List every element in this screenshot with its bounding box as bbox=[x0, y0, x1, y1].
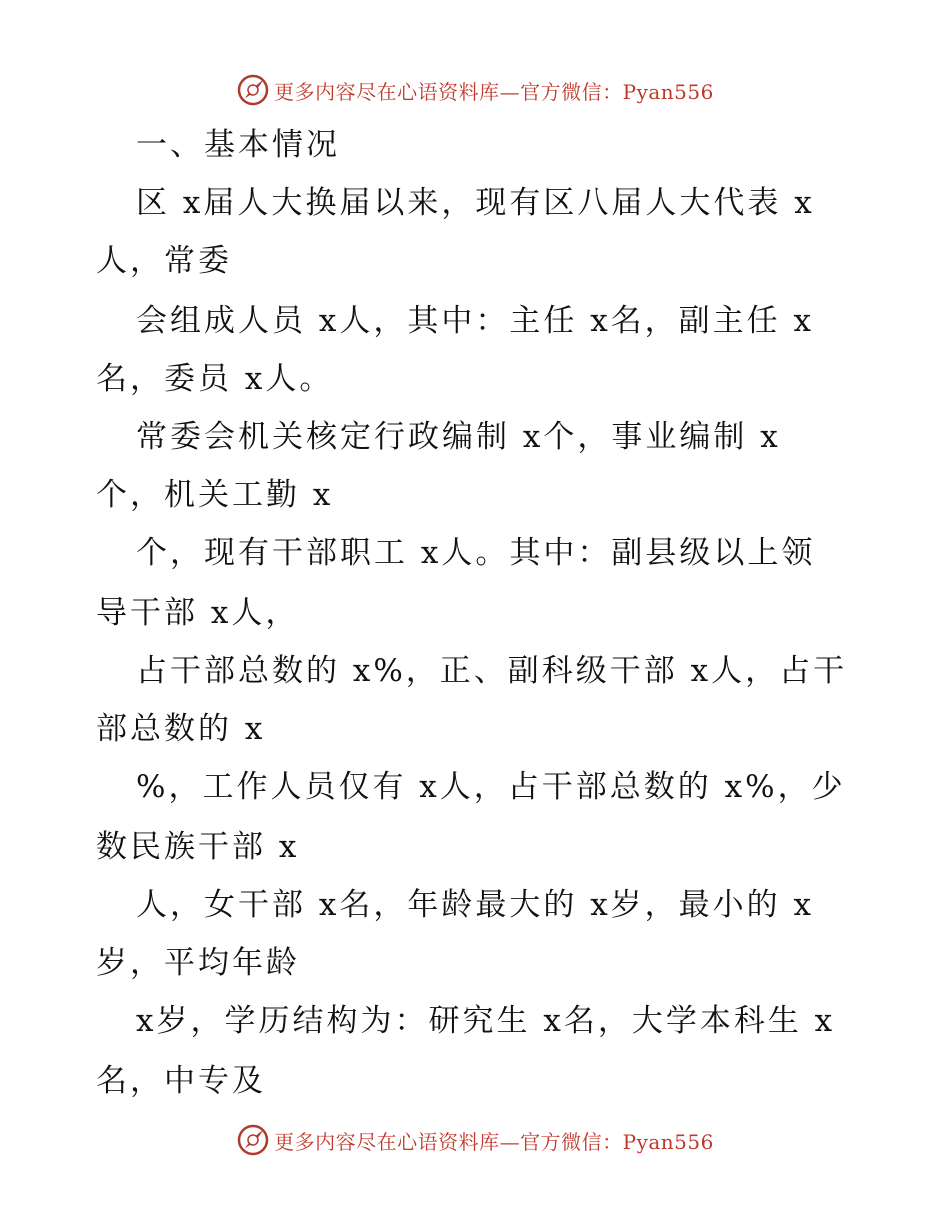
header-banner bbox=[0, 70, 950, 110]
paragraph-line: 区 x届人大换届以来，现有区八届人大代表 x bbox=[136, 185, 815, 221]
quill-logo-icon bbox=[236, 1123, 270, 1157]
paragraph-line: 会组成人员 x人，其中：主任 x名，副主任 x bbox=[136, 303, 815, 339]
paragraph-line: 占干部总数的 x%，正、副科级干部 x人，占干 bbox=[136, 653, 848, 689]
banner-text[interactable]: 更多内容尽在心语资料库—官方微信：Pyan556 bbox=[274, 1129, 714, 1154]
banner-text[interactable]: 更多内容尽在心语资料库—官方微信：Pyan556 bbox=[274, 79, 714, 104]
paragraph-line: %，工作人员仅有 x人，占干部总数的 x%，少 bbox=[136, 769, 846, 805]
paragraph-line: 人，常委 bbox=[96, 243, 232, 279]
paragraph-line: 常委会机关核定行政编制 x个，事业编制 x bbox=[136, 419, 781, 455]
paragraph-line: 名，中专及 bbox=[96, 1063, 266, 1099]
paragraph-line: 导干部 x人， bbox=[96, 595, 300, 631]
paragraph-line: 部总数的 x bbox=[96, 711, 266, 747]
paragraph-line: 岁，平均年龄 bbox=[96, 945, 300, 981]
paragraph-line: 数民族干部 x bbox=[96, 829, 300, 865]
paragraph-line: x岁，学历结构为：研究生 x名，大学本科生 x bbox=[136, 1003, 836, 1039]
quill-logo-icon bbox=[236, 73, 270, 107]
paragraph-line: 个，机关工勤 x bbox=[96, 477, 334, 513]
paragraph-line: 人，女干部 x名，年龄最大的 x岁，最小的 x bbox=[136, 887, 815, 923]
footer-banner bbox=[0, 1120, 950, 1160]
paragraph-line: 个，现有干部职工 x人。其中：副县级以上领 bbox=[136, 535, 816, 571]
paragraph-line: 名，委员 x人。 bbox=[96, 361, 334, 397]
section-heading: 一、基本情况 bbox=[136, 127, 340, 163]
